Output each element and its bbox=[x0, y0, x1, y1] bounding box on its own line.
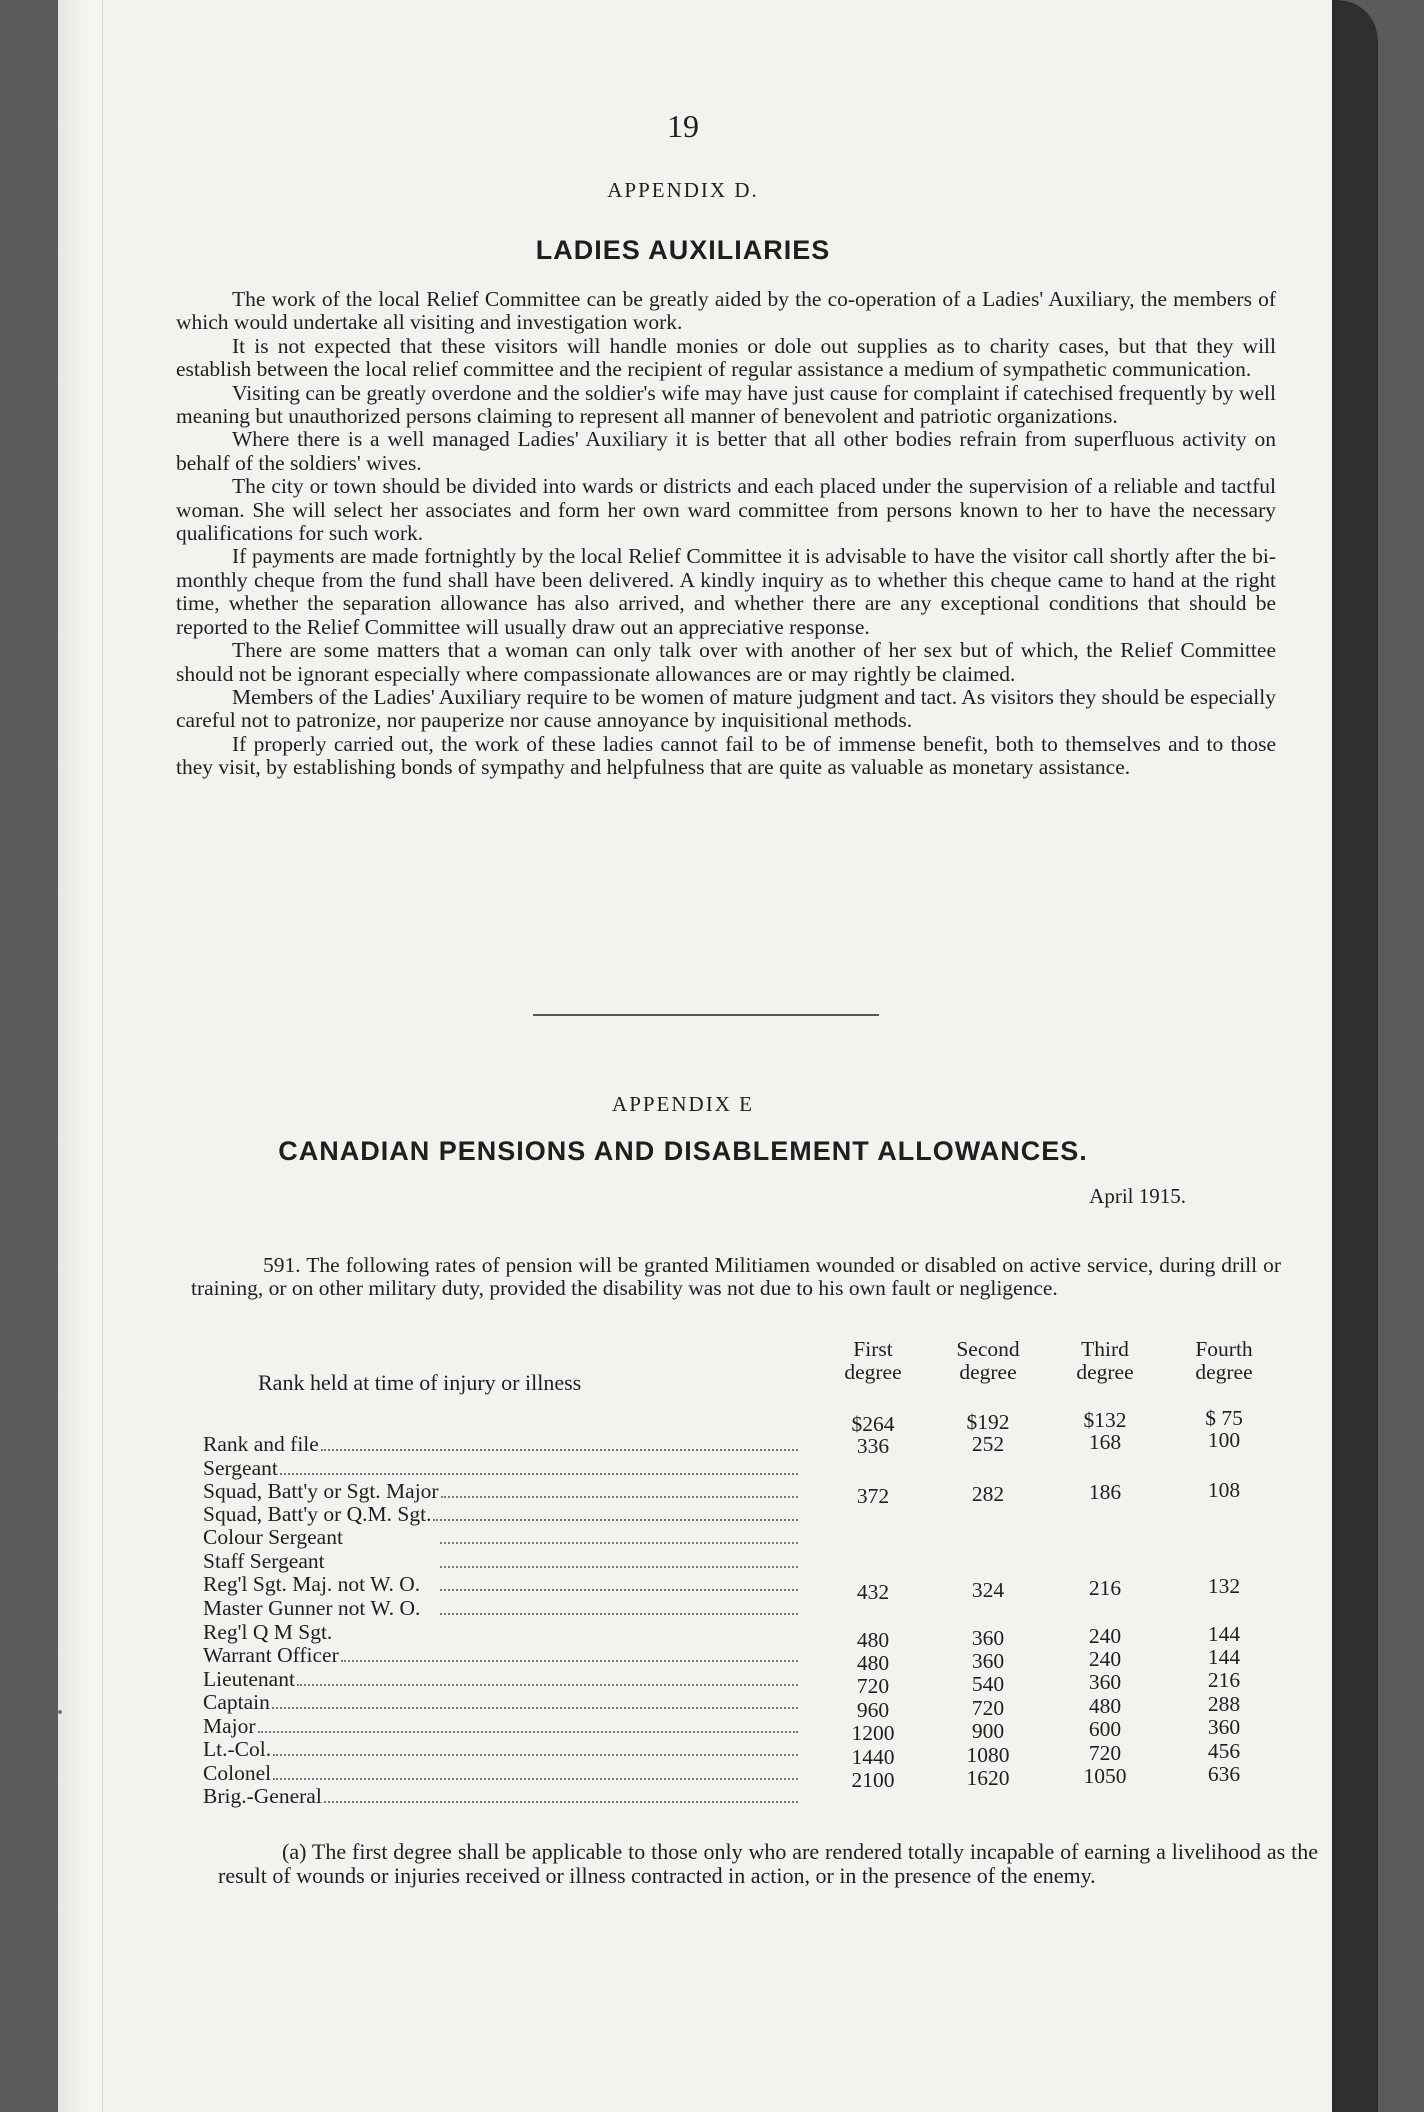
paragraph: It is not expected that these visitors will handle monies or dole out supplies as to charity cases, but that they will establish between the local relief committee and the recipient of regular assistance a medium of sympathetic communication. bbox=[176, 333, 1276, 382]
paragraph: There are some matters that a woman can only talk over with another of her sex but of which, the Relief Committee should not be ignorant especially where compassionate allowances are or may rightly be claimed. bbox=[176, 638, 1276, 686]
paragraph: The city or town should be divided into wards or districts and each placed under the supervision of a reliable and tactful woman. She will select her associates and form her own ward committee from persons known to her to have the necessary qualifications for such work. bbox=[176, 474, 1276, 546]
rank-row bbox=[203, 1572, 798, 1596]
rate-cell: 1620 bbox=[966, 1766, 1010, 1790]
rate-cell: 2100 bbox=[851, 1768, 895, 1792]
dot-leader bbox=[324, 1784, 798, 1803]
rate-cell: 480 bbox=[1088, 1694, 1122, 1718]
rank-name: Squad, Batt'y or Sgt. Major bbox=[203, 1479, 439, 1503]
column-header-second bbox=[928, 1338, 1048, 1384]
rate-cell: 480 bbox=[856, 1628, 890, 1652]
rank-name: Rank and file bbox=[203, 1432, 319, 1456]
rank-name: Reg'l Sgt. Maj. not W. O. bbox=[203, 1572, 421, 1596]
rate-cell: $ 75 bbox=[1205, 1406, 1243, 1430]
column-header-line: First bbox=[853, 1337, 893, 1361]
dot-leader bbox=[440, 1596, 798, 1615]
rank-row bbox=[203, 1525, 798, 1549]
dot-leader bbox=[440, 1549, 798, 1568]
rate-cell: $264 bbox=[851, 1412, 895, 1436]
rank-column-header: Rank held at time of injury or illness bbox=[258, 1370, 582, 1395]
rate-cell: $132 bbox=[1083, 1408, 1127, 1432]
rank-name: Warrant Officer bbox=[203, 1643, 339, 1667]
rate-cell: 282 bbox=[971, 1482, 1005, 1506]
rate-cell: 540 bbox=[971, 1672, 1005, 1696]
column-header-line: degree bbox=[1076, 1360, 1134, 1384]
page-edge bbox=[1332, 0, 1378, 2112]
rate-cell: 216 bbox=[1088, 1576, 1122, 1600]
rate-cell: 144 bbox=[1207, 1622, 1241, 1646]
appendix-e-title: CANADIAN PENSIONS AND DISABLEMENT ALLOWANCES. bbox=[278, 1136, 1088, 1166]
dot-leader bbox=[440, 1572, 798, 1591]
rank-name: Staff Sergeant bbox=[203, 1549, 325, 1573]
rate-cell: 360 bbox=[1207, 1715, 1241, 1739]
column-header-third bbox=[1045, 1338, 1165, 1384]
rate-cell: 360 bbox=[1088, 1670, 1122, 1694]
rank-name: Squad, Batt'y or Q.M. Sgt. bbox=[203, 1502, 432, 1526]
rank-row bbox=[203, 1714, 798, 1738]
rate-cell: 360 bbox=[971, 1626, 1005, 1650]
rank-name: Major bbox=[203, 1714, 256, 1738]
rank-name: Brig.-General bbox=[203, 1784, 322, 1808]
rank-row bbox=[203, 1761, 798, 1785]
rate-cell: 1080 bbox=[966, 1743, 1010, 1767]
paragraph: If payments are made fortnightly by the local Relief Committee it is advisable to have the visitor call shortly after the bi-monthly cheque from the fund shall have been delivered. A kindly inquiry as to whether this cheque came to hand at the right time, whether the separation allowance has also arrived, and whether there are any exceptional conditions that should be reported to the Relief Committee will usually draw out an appreciative response. bbox=[176, 544, 1276, 639]
rate-cell: 600 bbox=[1088, 1717, 1122, 1741]
rate-cell: 720 bbox=[1088, 1741, 1122, 1765]
rank-row bbox=[203, 1456, 798, 1480]
rate-cell: 636 bbox=[1207, 1762, 1241, 1786]
appendix-d-title: LADIES AUXILIARIES bbox=[535, 235, 831, 265]
rank-name: Master Gunner not W. O. bbox=[203, 1596, 421, 1620]
rank-row bbox=[203, 1549, 798, 1573]
rate-cell: 1440 bbox=[851, 1745, 895, 1769]
rate-cell: 456 bbox=[1207, 1739, 1241, 1763]
paragraph: (a) The first degree shall be applicable to those only who are rendered totally incapable of earning a livelihood as the result of wounds or injuries received or illness contracted in action, or in the presence of the enemy. bbox=[218, 1839, 1318, 1888]
pension-intro bbox=[191, 1254, 1281, 1300]
section-divider bbox=[533, 1014, 879, 1016]
rate-cell: 288 bbox=[1207, 1692, 1241, 1716]
pension-note bbox=[218, 1840, 1318, 1888]
appendix-e-label: APPENDIX E bbox=[612, 1092, 754, 1116]
rate-cell: 216 bbox=[1207, 1668, 1241, 1692]
dot-leader bbox=[273, 1737, 798, 1756]
rate-cell: 480 bbox=[856, 1651, 890, 1675]
appendix-d-label: APPENDIX D. bbox=[607, 178, 759, 202]
paragraph: Visiting can be greatly overdone and the soldier's wife may have just cause for complaint if catechised frequently by well meaning but unauthorized persons claiming to represent all manner of benevolent and patriotic organizations. bbox=[176, 380, 1276, 429]
rate-cell: 100 bbox=[1207, 1428, 1241, 1452]
rank-name: Sergeant bbox=[203, 1456, 278, 1480]
rank-row bbox=[203, 1784, 798, 1808]
rate-cell: 336 bbox=[856, 1434, 890, 1458]
document-date: April 1915. bbox=[1089, 1184, 1186, 1208]
rate-cell: 132 bbox=[1207, 1574, 1241, 1598]
rank-name: Captain bbox=[203, 1690, 270, 1714]
rate-cell: 720 bbox=[856, 1674, 890, 1698]
column-header-line: Third bbox=[1081, 1337, 1129, 1361]
document-page bbox=[58, 0, 1378, 2112]
rank-name: Lt.-Col. bbox=[203, 1737, 272, 1761]
column-header-line: Fourth bbox=[1195, 1337, 1253, 1361]
dot-leader bbox=[321, 1432, 798, 1451]
rank-name: Reg'l Q M Sgt. bbox=[203, 1620, 333, 1644]
paragraph: Where there is a well managed Ladies' Auxiliary it is better that all other bodies refrain from superfluous activity on behalf of the soldiers' wives. bbox=[176, 427, 1276, 475]
book-spine bbox=[58, 0, 103, 2112]
rate-cell: 720 bbox=[971, 1696, 1005, 1720]
rank-row bbox=[203, 1690, 798, 1714]
rate-cell: 1200 bbox=[851, 1721, 895, 1745]
dot-leader bbox=[258, 1714, 798, 1733]
dot-leader bbox=[297, 1667, 798, 1686]
rate-cell: 168 bbox=[1088, 1430, 1122, 1454]
dot-leader bbox=[280, 1456, 798, 1475]
paragraph: 591. The following rates of pension will be granted Militiamen wounded or disabled on active service, during drill or training, or on other military duty, provided the disability was not due to his own fault or negligence. bbox=[191, 1253, 1281, 1300]
rate-cell: 900 bbox=[971, 1719, 1005, 1743]
rank-row bbox=[203, 1737, 798, 1761]
rank-row bbox=[203, 1643, 798, 1667]
rate-cell: 372 bbox=[856, 1484, 890, 1508]
rate-cell: 432 bbox=[856, 1580, 890, 1604]
rate-cell: 240 bbox=[1088, 1647, 1122, 1671]
dot-leader bbox=[433, 1502, 798, 1521]
column-header-line: degree bbox=[844, 1360, 902, 1384]
dot-leader bbox=[441, 1479, 798, 1498]
page-number: 19 bbox=[667, 108, 699, 144]
rate-cell: 1050 bbox=[1083, 1764, 1127, 1788]
rank-row bbox=[203, 1620, 798, 1644]
rank-row bbox=[203, 1432, 798, 1456]
dot-leader bbox=[273, 1761, 798, 1780]
paragraph: The work of the local Relief Committee can be greatly aided by the co-operation of a Ladies' Auxiliary, the members of which would undertake all visiting and investigation work. bbox=[176, 287, 1276, 335]
dot-leader bbox=[440, 1525, 798, 1544]
scan-speck bbox=[58, 1710, 62, 1714]
rank-row bbox=[203, 1667, 798, 1691]
rate-cell: 240 bbox=[1088, 1624, 1122, 1648]
rate-cell: 324 bbox=[971, 1578, 1005, 1602]
column-header-line: Second bbox=[956, 1337, 1020, 1361]
paragraph: Members of the Ladies' Auxiliary require to be women of mature judgment and tact. As visitors they should be especially careful not to patronize, nor pauperize nor cause annoyance by inquisitional methods. bbox=[176, 684, 1276, 733]
rate-cell: 360 bbox=[971, 1649, 1005, 1673]
rank-row bbox=[203, 1502, 798, 1526]
dot-leader bbox=[341, 1643, 798, 1662]
rate-cell: $192 bbox=[966, 1410, 1010, 1434]
column-header-first bbox=[813, 1338, 933, 1384]
rate-cell: 144 bbox=[1207, 1645, 1241, 1669]
rank-row bbox=[203, 1479, 798, 1503]
rate-cell: 108 bbox=[1207, 1478, 1241, 1502]
rate-cell: 960 bbox=[856, 1698, 890, 1722]
rank-name: Lieutenant bbox=[203, 1667, 295, 1691]
rank-name: Colour Sergeant bbox=[203, 1525, 343, 1549]
column-header-fourth bbox=[1164, 1338, 1284, 1384]
rank-row bbox=[203, 1596, 798, 1620]
rate-cell: 252 bbox=[971, 1432, 1005, 1456]
rank-name: Colonel bbox=[203, 1761, 272, 1785]
appendix-d-body bbox=[176, 288, 1276, 780]
rate-cell: 186 bbox=[1088, 1480, 1122, 1504]
column-header-line: degree bbox=[1195, 1360, 1253, 1384]
paragraph: If properly carried out, the work of these ladies cannot fail to be of immense benefit, both to themselves and to those they visit, by establishing bonds of sympathy and helpfulness that are quite as valuable as monetary assistance. bbox=[176, 731, 1276, 780]
dot-leader bbox=[272, 1690, 798, 1709]
column-header-line: degree bbox=[959, 1360, 1017, 1384]
